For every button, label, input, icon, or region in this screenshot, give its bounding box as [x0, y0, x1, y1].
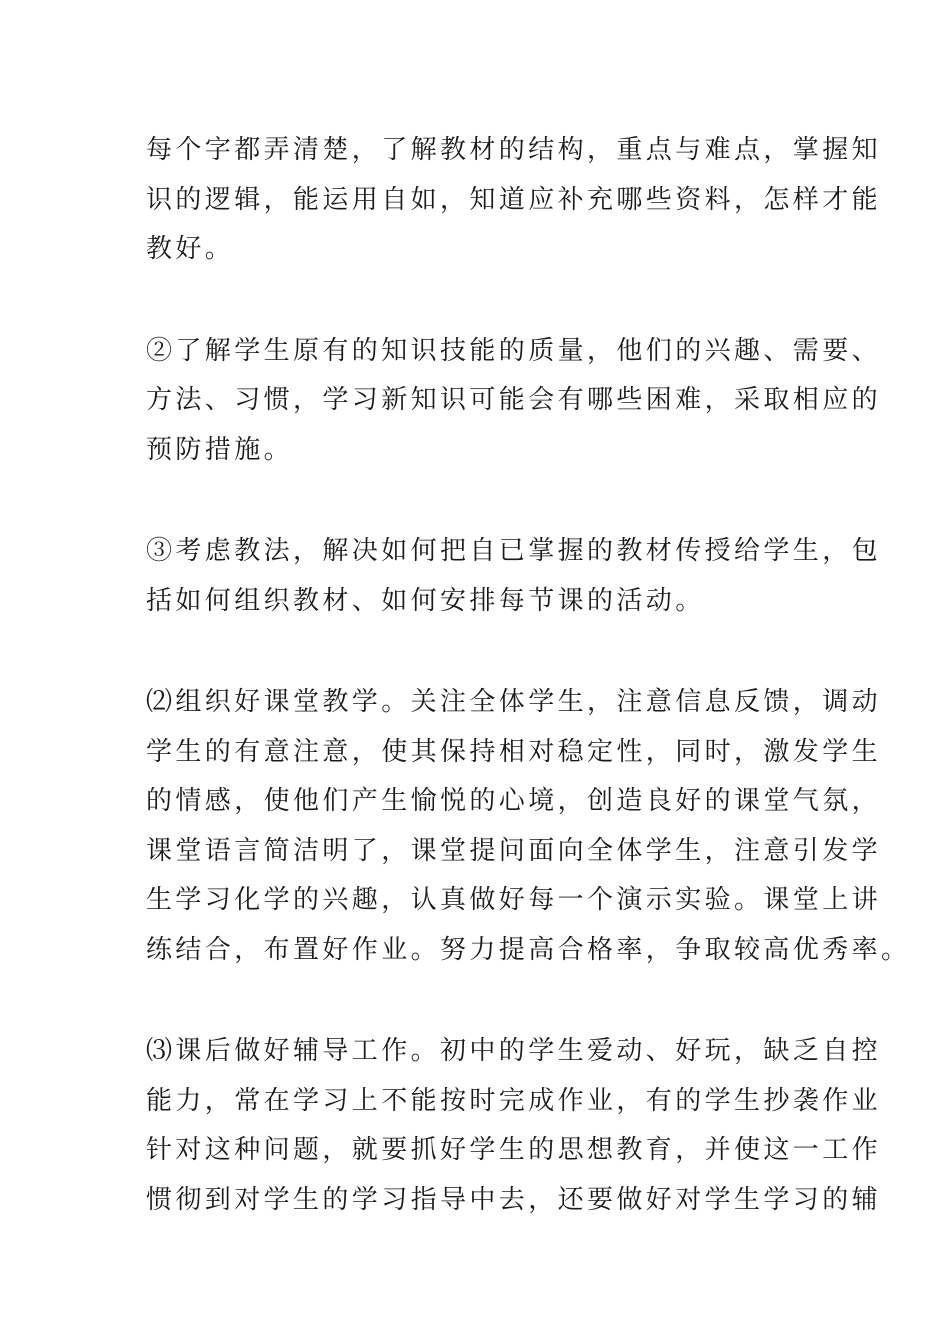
text-line: ②了解学生原有的知识技能的质量，他们的兴趣、需要、	[146, 335, 882, 366]
text-line: 预防措施。	[146, 434, 294, 465]
paragraph-textbook-study	[146, 126, 882, 275]
text-line: 学生的有意注意，使其保持相对稳定性，同时，激发学生	[146, 736, 882, 767]
paragraph-after-class-tutoring	[146, 1027, 882, 1225]
text-line: ⑵组织好课堂教学。关注全体学生，注意信息反馈，调动	[146, 687, 882, 717]
text-line: 方法、习惯，学习新知识可能会有哪些困难，采取相应的	[146, 385, 882, 415]
text-line: ⑶课后做好辅导工作。初中的学生爱动、好玩，缺乏自控	[146, 1036, 882, 1066]
text-line: 能力，常在学习上不能按时完成作业，有的学生抄袭作业	[146, 1085, 882, 1116]
text-line: 惯彻到对学生的学习指导中去，还要做好对学生学习的辅	[146, 1184, 882, 1215]
text-line: 教好。	[146, 234, 235, 264]
paragraph-teaching-methods	[146, 527, 882, 626]
paragraph-classroom-teaching	[146, 678, 911, 975]
text-line: 识的逻辑，能运用自如，知道应补充哪些资料，怎样才能	[146, 184, 882, 215]
text-line: 括如何组织教材、如何安排每节课的活动。	[146, 585, 705, 616]
text-line: ③考虑教法，解决如何把自已掌握的教材传授给学生，包	[146, 536, 882, 566]
text-line: 针对这种问题，就要抓好学生的思想教育，并使这一工作	[146, 1135, 882, 1165]
text-line: 每个字都弄清楚，了解教材的结构，重点与难点，掌握知	[146, 135, 882, 165]
document-body	[146, 126, 911, 1277]
text-line: 生学习化学的兴趣，认真做好每一个演示实验。课堂上讲	[146, 885, 882, 915]
text-line: 练结合，布置好作业。努力提高合格率，争取较高优秀率。	[146, 934, 911, 965]
text-line: 课堂语言简洁明了，课堂提问面向全体学生，注意引发学	[146, 835, 882, 866]
paragraph-understand-students	[146, 327, 882, 476]
text-line: 的情感，使他们产生愉悦的心境，创造良好的课堂气氛，	[146, 786, 882, 816]
